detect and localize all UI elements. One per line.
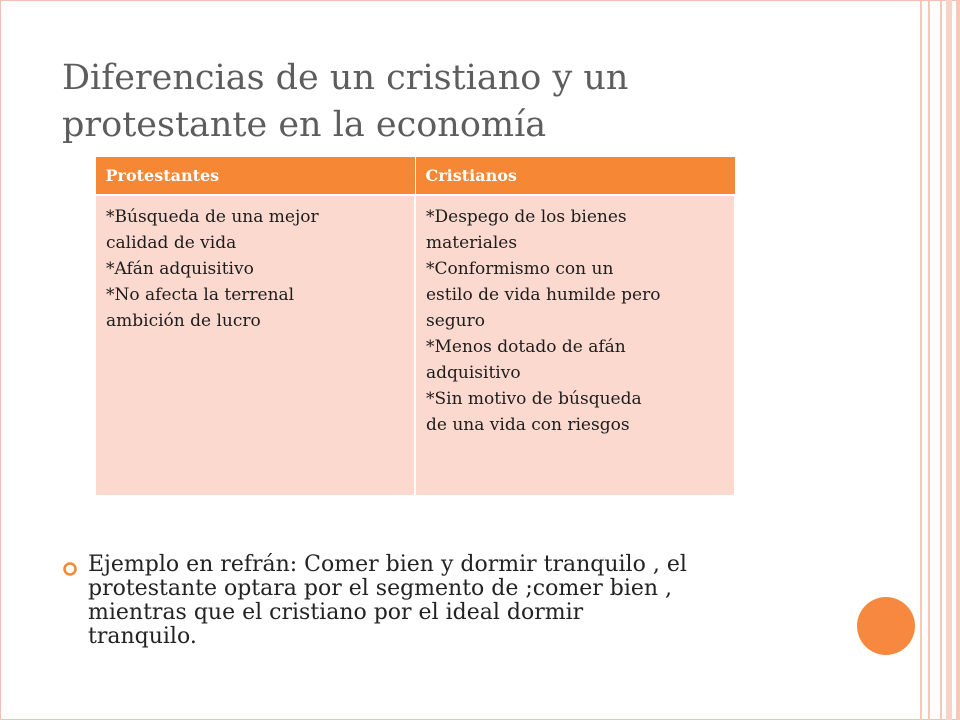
decorative-stripes: [916, 0, 960, 720]
table-row: [95, 195, 735, 496]
cell-line: ambición de lucro: [106, 311, 261, 331]
header-cristianos: Cristianos: [415, 157, 735, 196]
title-line: protestante en la economía: [62, 105, 547, 145]
cell-line: *Despego de los bienes: [426, 207, 627, 227]
bullet-line: mientras que el cristiano por el ideal dormir: [88, 600, 584, 625]
cell-protestantes: [95, 195, 415, 496]
cell-line: materiales: [426, 233, 518, 253]
stripe-line: [920, 0, 922, 720]
bullet-line: tranquilo.: [88, 624, 197, 649]
hollow-circle-bullet-icon: [62, 561, 78, 577]
cell-line: *Búsqueda de una mejor: [106, 207, 319, 227]
slide-title: [62, 55, 762, 149]
decorative-circle: [857, 597, 915, 655]
cell-line: *No afecta la terrenal: [106, 285, 295, 305]
cell-line: estilo de vida humilde pero: [426, 285, 661, 305]
stripe-line: [946, 0, 952, 720]
example-bullet: [62, 553, 842, 649]
cell-line: de una vida con riesgos: [426, 415, 630, 435]
cell-line: *Afán adquisitivo: [106, 259, 254, 279]
table-header-row: [95, 157, 735, 196]
stripe-line: [956, 0, 960, 720]
bullet-text: [88, 553, 842, 649]
cell-line: adquisitivo: [426, 363, 521, 383]
cell-line: *Conformismo con un: [426, 259, 614, 279]
cell-line: *Sin motivo de búsqueda: [426, 389, 642, 409]
cell-cristianos: [415, 195, 735, 496]
bullet-line: protestante optara por el segmento de ;comer bien ,: [88, 576, 673, 601]
cell-line: calidad de vida: [106, 233, 237, 253]
header-protestantes: Protestantes: [95, 157, 415, 196]
title-line: Diferencias de un cristiano y un: [62, 58, 629, 98]
stripe-line: [940, 0, 942, 720]
bullet-line: Ejemplo en refrán: Comer bien y dormir tranquilo , el: [88, 552, 687, 577]
comparison-table: [94, 156, 736, 497]
stripe-line: [928, 0, 930, 720]
cell-line: *Menos dotado de afán: [426, 337, 626, 357]
cell-line: seguro: [426, 311, 485, 331]
